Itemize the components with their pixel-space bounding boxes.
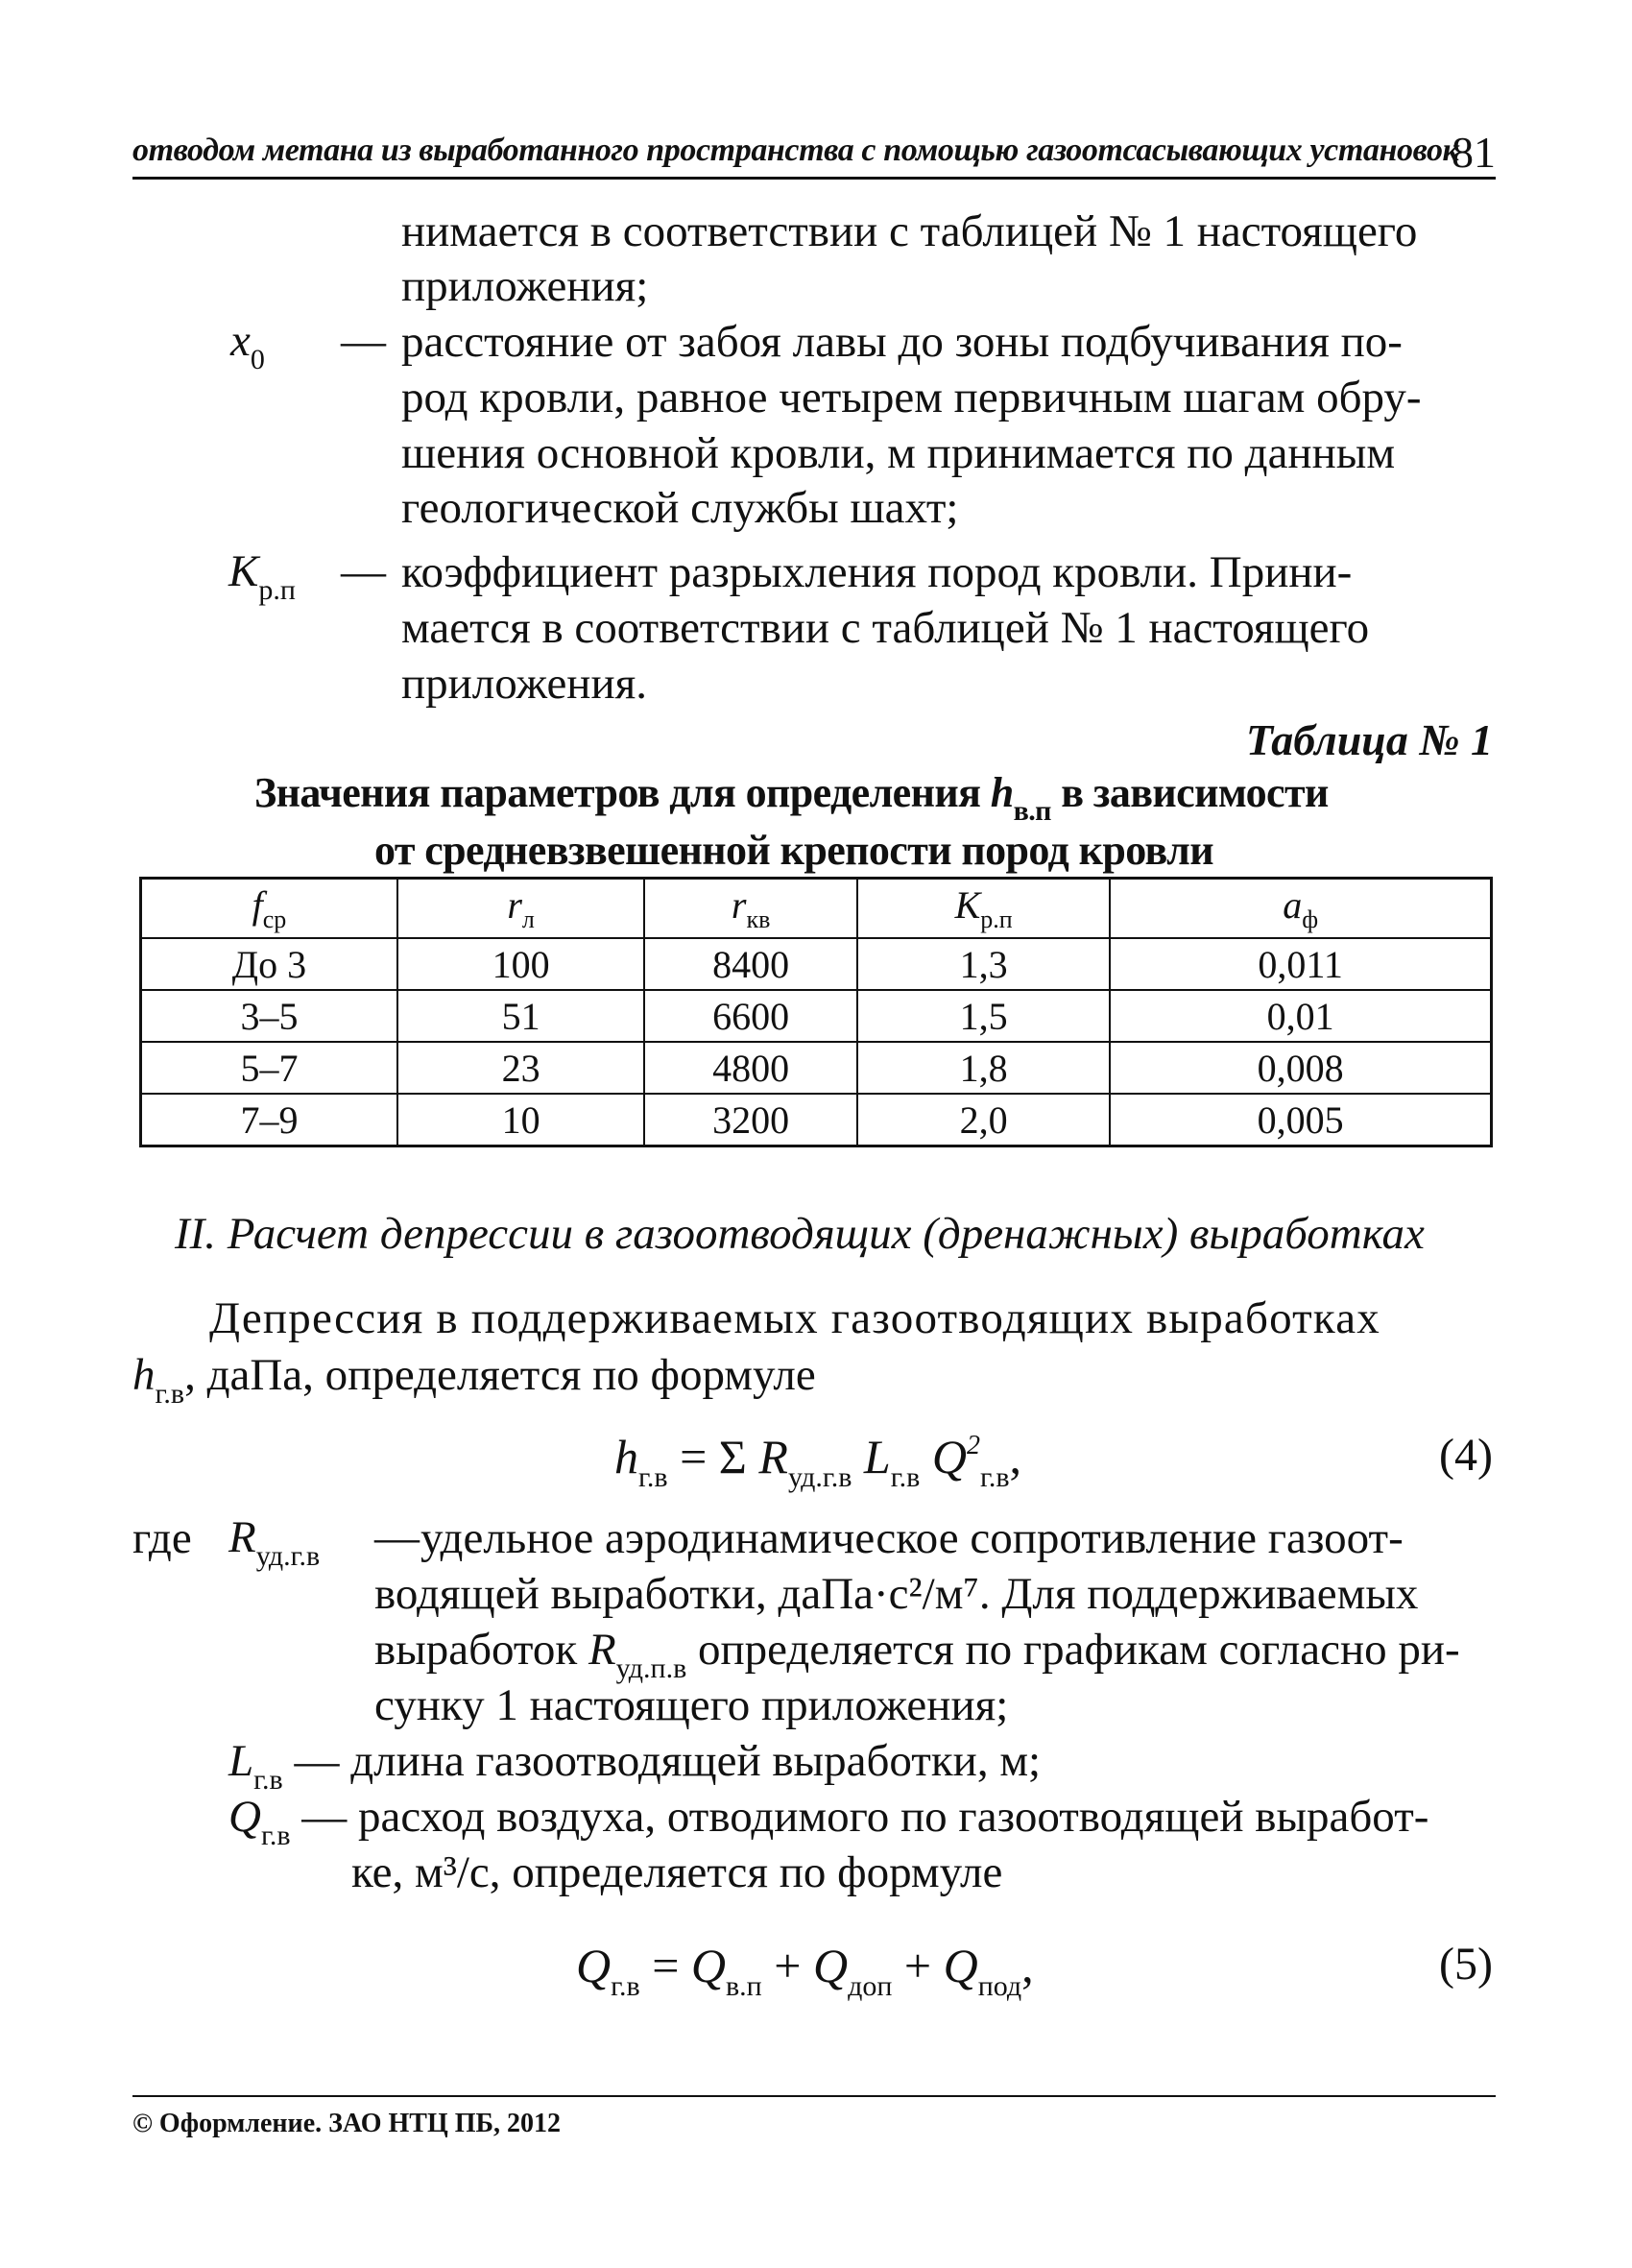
- def-x0-line-1: расстояние от забоя лавы до зоны подбучивания по-: [401, 317, 1403, 367]
- def-q-line-2: ке, м³/с, определяется по формуле: [351, 1847, 1003, 1897]
- def-r-line-3: выработок $R_{уд.п.в}$ определяется по графикам согласно ри-: [374, 1625, 1460, 1684]
- col-header-rl: $r_л$: [397, 879, 644, 939]
- table-row: [141, 1094, 1492, 1146]
- table-cell: 100: [397, 938, 644, 990]
- para-line-2: $h_{г.в}$, даПа, определяется по формуле: [132, 1350, 816, 1410]
- def-l: $L_{г.в}$ — длина газоотводящей выработки, м;: [228, 1736, 1042, 1796]
- table-cell: 7–9: [141, 1094, 397, 1146]
- def-r-line-4: сунку 1 настоящего приложения;: [374, 1680, 1009, 1730]
- footer-copyright: © Оформление. ЗАО НТЦ ПБ, 2012: [132, 2109, 562, 2138]
- def-q-line-1: $Q_{г.в}$ — расход воздуха, отводимого по газоотводящей выработ-: [228, 1792, 1429, 1851]
- def-x0-line-4: геологической службы шахт;: [401, 483, 959, 533]
- table-row: [141, 990, 1492, 1042]
- running-header: [132, 128, 1496, 180]
- dash-x0: —: [341, 316, 386, 366]
- running-title: отводом метана из выработанного пространства с помощью газоотсасывающих установок: [132, 133, 1459, 168]
- col-header-rkv: $r_{кв}$: [644, 879, 857, 939]
- table-cell: 0,011: [1110, 938, 1491, 990]
- table-row: [141, 1042, 1492, 1094]
- dash-r: —: [374, 1512, 420, 1562]
- formula-4: $h_{г.в} = \Sigma$ $R_{уд.г.в}$ $L_{г.в}$ $Q^2_{г.в}$,: [614, 1430, 1022, 1493]
- page-number: 81: [1452, 128, 1496, 177]
- def-r-line-1: удельное аэродинамическое сопротивление газоот-: [420, 1513, 1404, 1563]
- parameters-table: [139, 877, 1493, 1147]
- footer-rule: [132, 2095, 1496, 2097]
- dash-krp: —: [341, 546, 386, 596]
- def-krp-line-2: мается в соответствии с таблицей № 1 настоящего: [401, 603, 1370, 653]
- table-cell: 1,8: [857, 1042, 1110, 1094]
- table-title-line-2: от средневзвешенной крепости пород кровли: [374, 827, 1213, 874]
- table-caption: Таблица № 1: [1245, 715, 1493, 764]
- equation-number-5: (5): [1439, 1939, 1493, 1990]
- table-cell: 0,01: [1110, 990, 1491, 1042]
- table-title-line-1: Значения параметров для определения $h_{в.п}$ в зависимости: [254, 769, 1329, 827]
- col-header-af: $a_ф$: [1110, 879, 1491, 939]
- intro-line-2: приложения;: [401, 261, 649, 311]
- section-title: II. Расчет депрессии в газоотводящих (дренажных) выработках: [175, 1209, 1425, 1259]
- table-cell: 4800: [644, 1042, 857, 1094]
- where-label: где: [132, 1513, 192, 1563]
- table-cell: 23: [397, 1042, 644, 1094]
- table-cell: 3–5: [141, 990, 397, 1042]
- table-cell: 1,3: [857, 938, 1110, 990]
- def-krp-line-1: коэффициент разрыхления пород кровли. Прини-: [401, 547, 1353, 597]
- def-x0-line-2: род кровли, равное четырем первичным шагам обру-: [401, 373, 1422, 422]
- symbol-r-udgv: $R_{уд.г.в}$: [228, 1512, 321, 1572]
- def-x0-line-3: шения основной кровли, м принимается по данным: [401, 428, 1396, 478]
- para-line-1: Депрессия в поддерживаемых газоотводящих выработках: [209, 1293, 1380, 1343]
- table-cell: 0,008: [1110, 1042, 1491, 1094]
- table-cell: 3200: [644, 1094, 857, 1146]
- col-header-fsr: $f_{ср}$: [141, 879, 397, 939]
- equation-number-4: (4): [1439, 1430, 1493, 1481]
- table-cell: 2,0: [857, 1094, 1110, 1146]
- table-header-row: [141, 879, 1492, 939]
- table-cell: 10: [397, 1094, 644, 1146]
- table-cell: 6600: [644, 990, 857, 1042]
- table-cell: До 3: [141, 938, 397, 990]
- formula-5: $Q_{г.в} = Q_{в.п} + Q_{доп} + Q_{под}$,: [576, 1939, 1034, 2002]
- def-krp-line-3: приложения.: [401, 659, 647, 709]
- intro-line-1: нимается в соответствии с таблицей № 1 настоящего: [401, 206, 1418, 256]
- def-r-line-2: водящей выработки, даПа·с²/м⁷. Для поддерживаемых: [374, 1569, 1419, 1619]
- table-row: [141, 938, 1492, 990]
- symbol-x0: $x_0$: [230, 316, 265, 375]
- table-cell: 8400: [644, 938, 857, 990]
- col-header-krp: $K_{р.п}$: [857, 879, 1110, 939]
- symbol-krp: $K_{р.п}$: [228, 546, 296, 606]
- table-cell: 1,5: [857, 990, 1110, 1042]
- table-cell: 5–7: [141, 1042, 397, 1094]
- table-cell: 51: [397, 990, 644, 1042]
- table-cell: 0,005: [1110, 1094, 1491, 1146]
